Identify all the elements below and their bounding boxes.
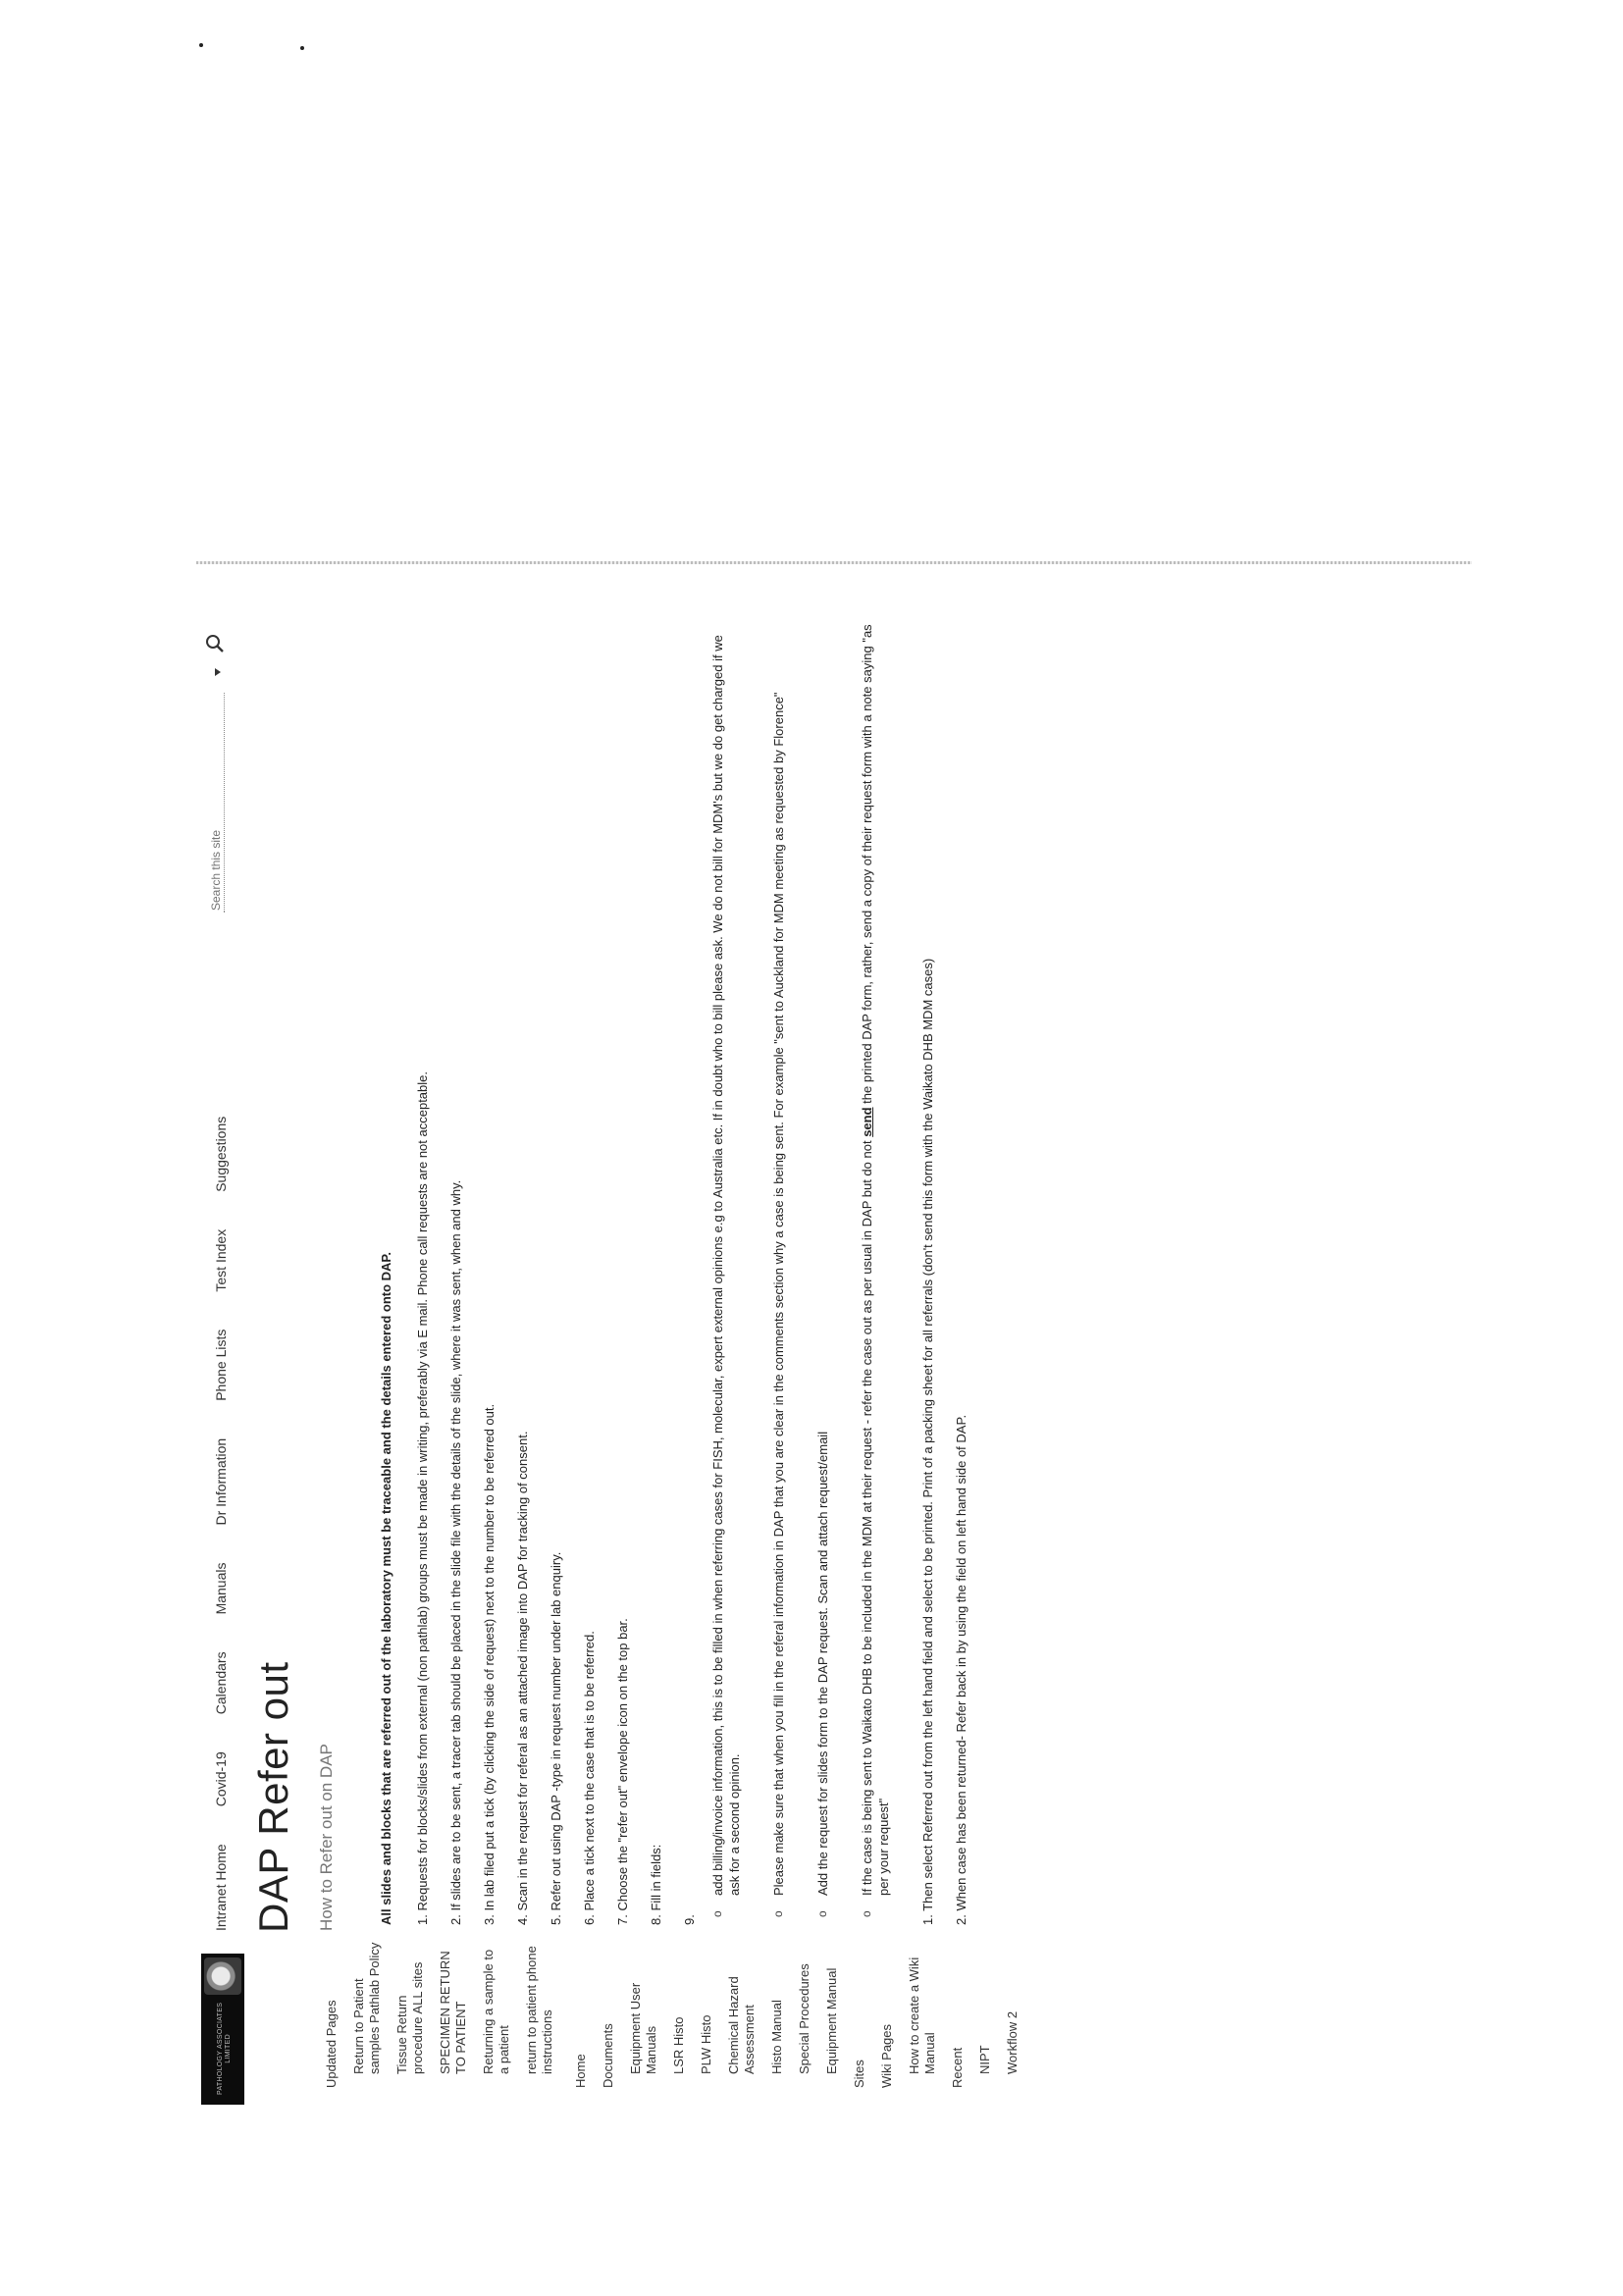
quick-launch-sidebar xyxy=(324,1941,1032,2088)
sidebar-link[interactable]: return to patient phone instructions xyxy=(524,1946,554,2074)
search-icon[interactable] xyxy=(204,632,226,653)
list-item xyxy=(859,620,892,1896)
page-subtitle: How to Refer out on DAP xyxy=(317,1744,336,1931)
sidebar-link[interactable]: Histo Manual xyxy=(769,2000,784,2074)
sidebar-sites[interactable]: Sites xyxy=(852,2060,866,2088)
sidebar-link[interactable]: Equipment Manual xyxy=(824,1967,839,2074)
sidebar-link[interactable]: Returning a sample to a patient xyxy=(481,1949,511,2074)
sidebar-link[interactable]: Chemical Hazard Assessment xyxy=(726,1976,757,2074)
search-scope-dropdown-icon[interactable] xyxy=(215,668,221,676)
final-step-item: 2. When case has been returned- Refer back in by using the field on left hand side of DAP. xyxy=(954,1414,969,1925)
sidebar-home[interactable]: Home xyxy=(573,2054,588,2088)
step-item: 9. xyxy=(682,1914,697,1925)
step-item: 1. Requests for blocks/slides from external (non pathlab) groups must be made in writing, preferably via E mail. Phone call requests are not acceptable. xyxy=(415,1071,430,1925)
sidebar-link[interactable]: Workflow 2 xyxy=(1005,2010,1020,2074)
page-title: DAP Refer out xyxy=(250,1661,296,1933)
intro-bold-text: All slides and blocks that are referred out of the laboratory must be traceable and the details entered onto DAP. xyxy=(379,1251,393,1925)
sidebar-link[interactable]: Equipment User Manuals xyxy=(628,1982,658,2074)
search-input[interactable] xyxy=(208,693,225,913)
list-item: o Add the request for slides form to the DAP request. Scan and attach request/email xyxy=(814,620,831,1896)
bullet-text: the printed DAP form, rather, send a copy of their request form with a note saying "as per your request" xyxy=(860,624,891,1896)
logo-emblem-icon xyxy=(204,1957,241,1995)
site-logo[interactable] xyxy=(201,1954,244,2105)
step-item: 7. Choose the "refer out" envelope icon on the top bar. xyxy=(615,1618,630,1925)
logo-text-line1: PATHOLOGY ASSOCIATES xyxy=(217,2002,224,2095)
step-item: 4. Scan in the request for referal as an attached image into DAP for tracking of consent. xyxy=(515,1431,530,1925)
nav-covid-19[interactable]: Covid-19 xyxy=(213,1751,229,1807)
top-nav xyxy=(210,1079,232,1931)
sidebar-link[interactable]: LSR Histo xyxy=(671,2016,686,2074)
step-item: 3. In lab filed put a tick (by clicking the side of request) next to the number to be referred out. xyxy=(482,1403,497,1925)
nav-intranet-home[interactable]: Intranet Home xyxy=(213,1844,229,1931)
sidebar-link[interactable]: PLW Histo xyxy=(699,2014,713,2074)
nav-phone-lists[interactable]: Phone Lists xyxy=(213,1329,229,1401)
nav-suggestions[interactable]: Suggestions xyxy=(213,1116,229,1192)
step-item: 8. Fill in fields: xyxy=(649,1844,663,1925)
nav-manuals[interactable]: Manuals xyxy=(213,1562,229,1615)
sidebar-link[interactable]: Return to Patient samples Pathlab Policy xyxy=(351,1942,382,2074)
sidebar-heading-recent[interactable]: Recent xyxy=(950,2047,965,2088)
step-item: 6. Place a tick next to the case that is to be referred. xyxy=(582,1631,597,1925)
sidebar-heading-documents[interactable]: Documents xyxy=(601,2023,615,2088)
sidebar-link[interactable]: Tissue Return procedure ALL sites xyxy=(394,1961,425,2074)
sidebar-link[interactable]: How to create a Wiki Manual xyxy=(907,1957,937,2074)
list-item: o Please make sure that when you fill in the referal information in DAP that you are clear in the comments section why a case is being sent. For example "sent to Auckland for MDM meeting as requested by Florence" xyxy=(770,620,787,1896)
emphasis-send: send xyxy=(860,1107,874,1137)
list-item: o add billing/invoice information, this is to be filled in when referring cases for FISH, molecular, expert external opinions e.g to Australia etc. If in doubt who to bill please ask. We do not bill for MDM's but we do get charged if we ask for a second opinion. xyxy=(709,620,743,1896)
sidebar-heading-updated-pages[interactable]: Updated Pages xyxy=(324,2000,339,2088)
sidebar-heading-wiki-pages[interactable]: Wiki Pages xyxy=(879,2023,894,2088)
sidebar-link[interactable]: NIPT xyxy=(977,2045,992,2074)
sidebar-link[interactable]: Special Procedures xyxy=(797,1963,812,2074)
main-content xyxy=(378,620,986,1925)
step-item: 5. Refer out using DAP -type in request number under lab enquiry. xyxy=(549,1551,563,1925)
step-item: 2. If slides are to be sent, a tracer tab should be placed in the slide file with the details of the slide, where it was sent, when and why. xyxy=(448,1179,463,1925)
header-divider xyxy=(196,561,1472,564)
final-step-item: 1. Then select Referred out from the left hand field and select to be printed. Print of a packing sheet for all referrals (don't send this form with the Waikato DHB MDM cases) xyxy=(920,958,935,1925)
sidebar-link[interactable]: SPECIMEN RETURN TO PATIENT xyxy=(438,1951,468,2074)
nav-calendars[interactable]: Calendars xyxy=(213,1651,229,1715)
nav-dr-information[interactable]: Dr Information xyxy=(213,1437,229,1526)
logo-text-line2: LIMITED xyxy=(225,2034,232,2063)
bullet-text: If the case is being sent to Waikato DHB to be included in the MDM at their request - refer the case out as per usual in DAP but do not xyxy=(860,1136,874,1896)
nav-test-index[interactable]: Test Index xyxy=(213,1228,229,1292)
